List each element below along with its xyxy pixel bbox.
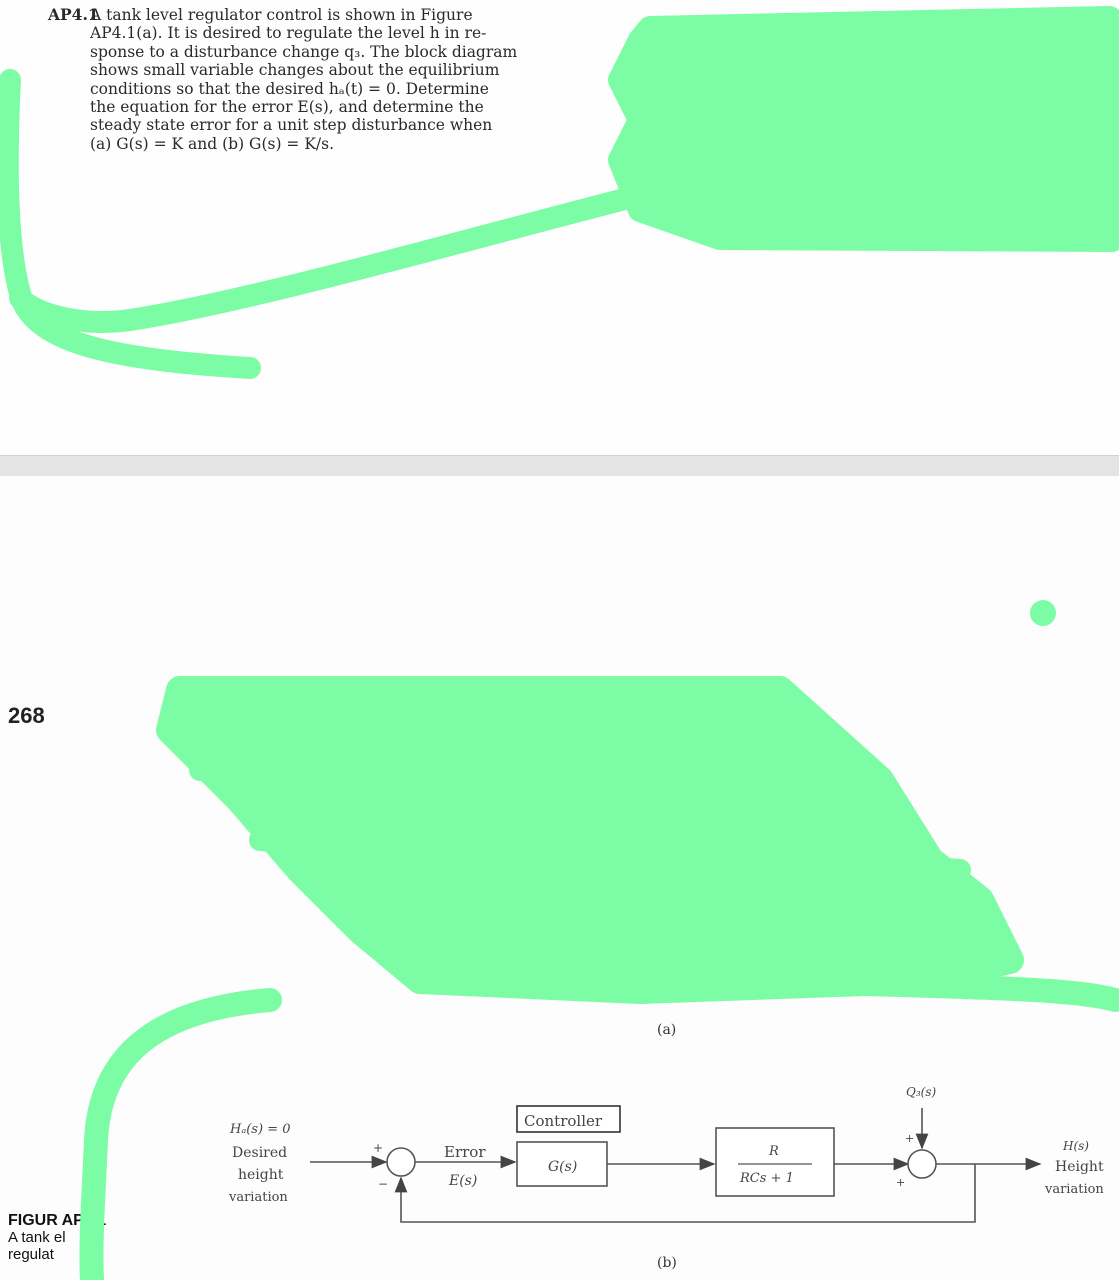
problem-line: sponse to a disturbance change q₃. The block diagram xyxy=(90,42,518,61)
error-symbol: E(s) xyxy=(449,1173,478,1189)
sum1-minus-sign: − xyxy=(378,1177,389,1191)
input-desc: height xyxy=(238,1167,284,1183)
problem-line: conditions so that the desired hₐ(t) = 0. Determine xyxy=(90,79,489,98)
page-number: 268 xyxy=(8,703,45,728)
figure-caption-line: A tank el xyxy=(8,1229,66,1246)
controller-transfer-function: G(s) xyxy=(548,1159,578,1175)
output-desc: Height xyxy=(1055,1159,1104,1175)
figure-caption xyxy=(8,1212,106,1263)
problem-line: (a) G(s) = K and (b) G(s) = K/s. xyxy=(90,134,335,153)
problem-number: AP4.1 xyxy=(48,5,99,24)
disturbance-label: Q₃(s) xyxy=(906,1085,937,1099)
input-desc: Desired xyxy=(232,1145,288,1161)
plant-denominator: RCs + 1 xyxy=(740,1171,794,1186)
problem-line: the equation for the error E(s), and determine the xyxy=(90,98,484,117)
problem-line: steady state error for a unit step disturbance when xyxy=(90,116,493,135)
sum2-plus-sign: + xyxy=(896,1176,906,1189)
problem-line: A tank level regulator control is shown in Figure xyxy=(90,6,473,24)
output-desc: variation xyxy=(1045,1182,1104,1197)
error-label: Error xyxy=(444,1143,486,1161)
sum1-plus-sign: + xyxy=(373,1141,384,1155)
problem-line: shows small variable changes about the equilibrium xyxy=(90,61,500,80)
plant-numerator: R xyxy=(769,1144,779,1159)
figure-caption-line: regulat xyxy=(8,1246,54,1263)
controller-label: Controller xyxy=(524,1112,603,1130)
problem-line: AP4.1(a). It is desired to regulate the level h in re- xyxy=(90,24,487,43)
figure-caption-title: FIGUR AP4.1 xyxy=(8,1212,107,1229)
summing-junction-1 xyxy=(387,1148,415,1176)
input-desc: variation xyxy=(229,1190,288,1205)
sum2-plus-sign: + xyxy=(905,1132,915,1145)
feedback-path xyxy=(401,1164,975,1222)
subfigure-label-a: (a) xyxy=(657,1022,677,1038)
input-label: Hₐ(s) = 0 xyxy=(230,1122,291,1137)
summing-junction-2 xyxy=(908,1150,936,1178)
output-label: H(s) xyxy=(1063,1139,1089,1153)
subfigure-label-b: (b) xyxy=(657,1255,677,1271)
